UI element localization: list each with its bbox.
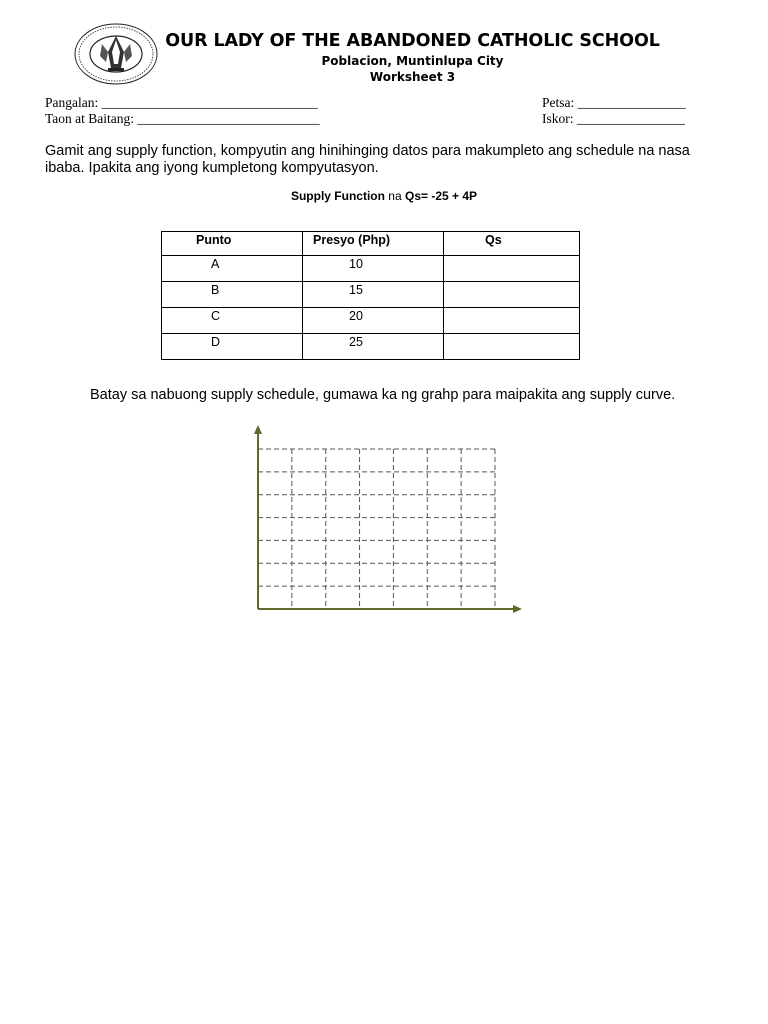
cell-price: 10 bbox=[303, 256, 444, 282]
score-field: Iskor: ________________ bbox=[542, 111, 685, 126]
cell-price: 15 bbox=[303, 282, 444, 308]
cell-point: D bbox=[162, 334, 303, 360]
y-axis-arrow-icon bbox=[254, 425, 262, 434]
supply-function-title bbox=[0, 189, 768, 203]
header-qs: Qs bbox=[444, 232, 580, 256]
supply-function-equation: Qs= -25 + 4P bbox=[404, 189, 478, 203]
table-header-row bbox=[162, 232, 580, 256]
name-field: Pangalan: ________________________________ bbox=[45, 95, 318, 110]
school-seal-logo bbox=[72, 22, 160, 86]
school-address: Poblacion, Muntinlupa City bbox=[321, 54, 504, 68]
cell-point: B bbox=[162, 282, 303, 308]
table-row bbox=[162, 282, 580, 308]
cell-qs[interactable] bbox=[444, 308, 580, 334]
header-presyo: Presyo (Php) bbox=[303, 232, 444, 256]
graph-instruction: Batay sa nabuong supply schedule, gumawa ka ng grahp para maipakita ang supply curve. bbox=[90, 387, 676, 403]
cell-point: C bbox=[162, 308, 303, 334]
cell-point: A bbox=[162, 256, 303, 282]
school-name: OUR LADY OF THE ABANDONED CATHOLIC SCHOOL bbox=[165, 31, 660, 51]
instruction-paragraph: Gamit ang supply function, kompyutin ang hinihinging datos para makumpleto ang schedule na nasa ibaba. Ipakita ang iyong kumpletong kompyutasyon. bbox=[45, 143, 690, 176]
table-row bbox=[162, 256, 580, 282]
supply-function-connector: na bbox=[384, 189, 405, 203]
cell-price: 25 bbox=[303, 334, 444, 360]
table-row bbox=[162, 308, 580, 334]
worksheet-title: Worksheet 3 bbox=[369, 70, 456, 84]
supply-curve-graph-area[interactable] bbox=[245, 422, 525, 618]
supply-function-label: Supply Function bbox=[290, 189, 385, 203]
supply-schedule-table bbox=[161, 231, 580, 360]
header-punto: Punto bbox=[162, 232, 303, 256]
cell-price: 20 bbox=[303, 308, 444, 334]
cell-qs[interactable] bbox=[444, 282, 580, 308]
cell-qs[interactable] bbox=[444, 256, 580, 282]
cell-qs[interactable] bbox=[444, 334, 580, 360]
grade-field: Taon at Baitang: ___________________________ bbox=[45, 111, 320, 126]
table-row bbox=[162, 334, 580, 360]
date-field: Petsa: ________________ bbox=[542, 95, 686, 110]
x-axis-arrow-icon bbox=[513, 605, 522, 613]
